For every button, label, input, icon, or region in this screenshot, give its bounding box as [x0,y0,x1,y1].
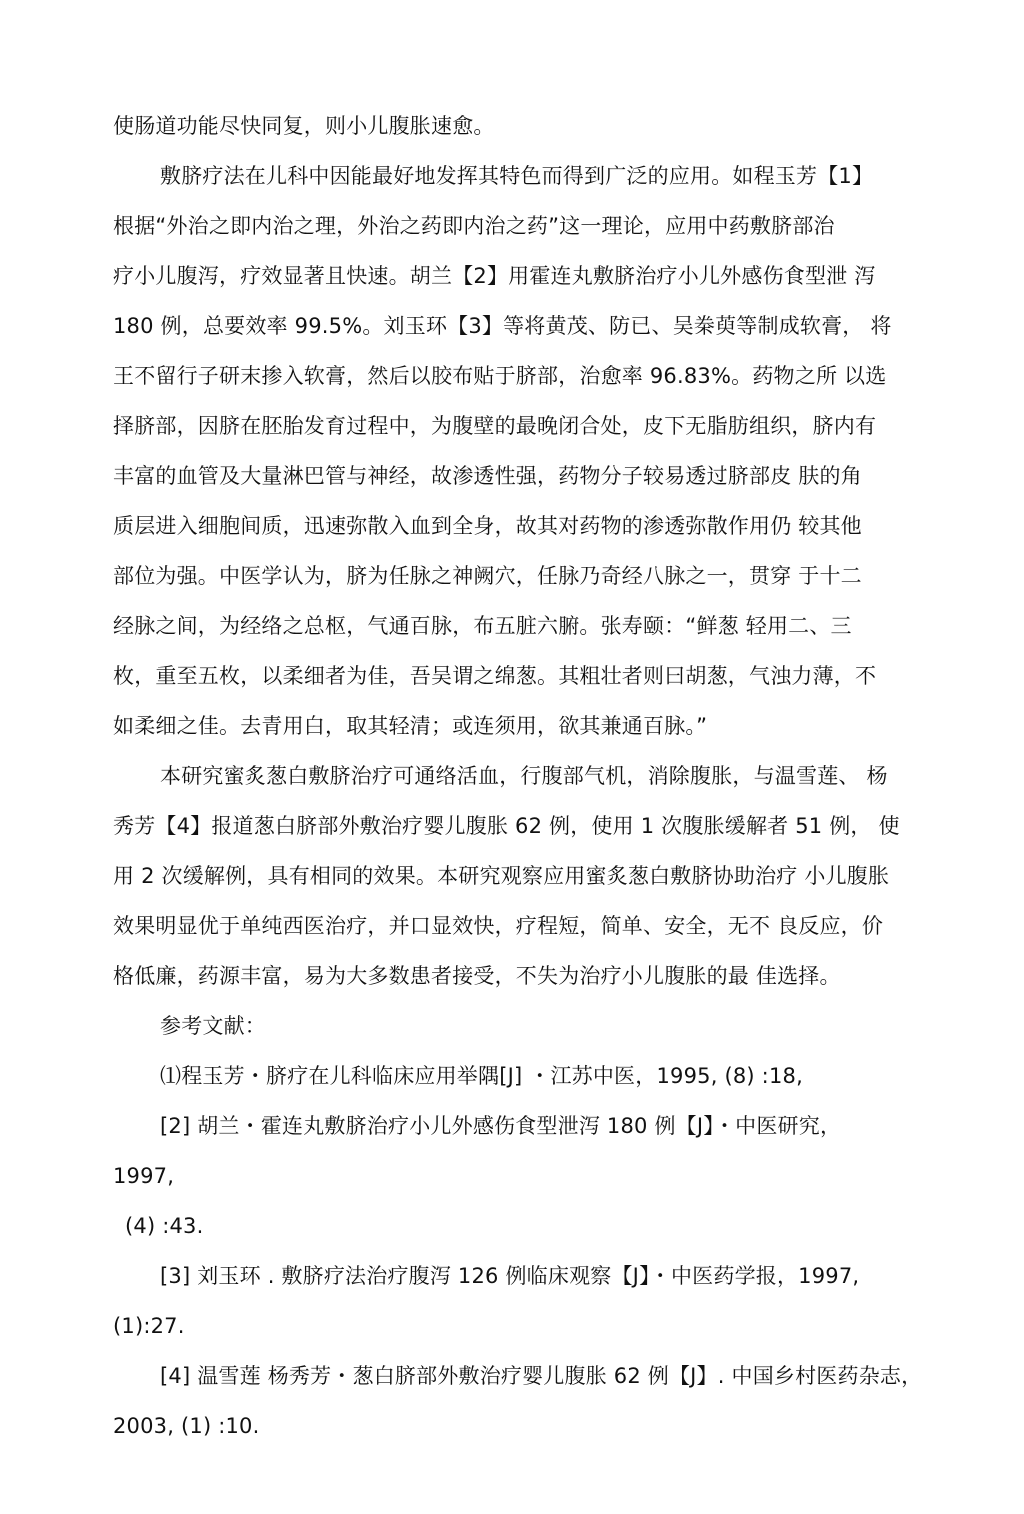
paragraph-line: 王不留行子研末掺入软膏，然后以胶布贴于脐部，治愈率 96.83%。药物之所 以选 [113,364,887,388]
reference-item: [4] 温雪莲 杨秀芳・葱白脐部外敷治疗婴儿腹胀 62 例【J】. 中国乡村医药杂志， [160,1364,923,1388]
reference-continuation: 2003, (1) :10. [113,1414,260,1438]
paragraph-line: 效果明显优于单纯西医治疗，并口显效快，疗程短，简单、安全，无不 良反应，价 [113,914,884,938]
paragraph-line: 经脉之间，为经络之总枢，气通百脉，布五脏六腑。张寿颐：“鲜葱 轻用二、三 [113,614,852,638]
paragraph-line: 格低廉，药源丰富，易为大多数患者接受，不失为治疗小儿腹胀的最 佳选择。 [113,964,841,988]
paragraph-line: 部位为强。中医学认为，脐为任脉之神阙穴，任脉乃奇经八脉之一，贯穿 于十二 [113,564,862,588]
paragraph-line: 秀芳【4】报道葱白脐部外敷治疗婴儿腹胀 62 例，使用 1 次腹胀缓解者 51 例， 使 [113,814,900,838]
references-heading: 参考文献： [160,1014,266,1038]
paragraph-line: 择脐部，因脐在胚胎发育过程中，为腹壁的最晚闭合处，皮下无脂肪组织，脐内有 [113,414,877,438]
paragraph-line: 本研究蜜炙葱白敷脐治疗可通络活血，行腹部气机，消除腹胀，与温雪莲、 杨 [160,764,888,788]
reference-continuation: 1997, [113,1164,175,1188]
reference-item: [3] 刘玉环 . 敷脐疗法治疗腹泻 126 例临床观察【J】・中医药学报，1997, [160,1264,860,1288]
reference-item: ⑴程玉芳・脐疗在儿科临床应用举隅[J] ・江苏中医，1995, (8) :18, [160,1064,803,1088]
paragraph-line: 用 2 次缓解例，具有相同的效果。本研究观察应用蜜炙葱白敷脐协助治疗 小儿腹胀 [113,864,890,888]
reference-continuation: (1):27. [113,1314,185,1338]
paragraph-line: 根据“外治之即内治之理，外治之药即内治之药”这一理论，应用中药敷脐部治 [113,214,835,238]
paragraph-line: 敷脐疗法在儿科中因能最好地发挥其特色而得到广泛的应用。如程玉芳【1】 [160,164,874,188]
paragraph-line: 如柔细之佳。去青用白，取其轻清；或连须用，欲其兼通百脉。” [113,714,708,738]
paragraph-line: 质层进入细胞间质，迅速弥散入血到全身，故其对药物的渗透弥散作用仍 较其他 [113,514,862,538]
paragraph-line: 使肠道功能尽快同复，则小儿腹胀速愈。 [113,114,495,138]
paragraph-line: 疗小儿腹泻，疗效显著且快速。胡兰【2】用霍连丸敷脐治疗小儿外感伤食型泄 泻 [113,264,876,288]
paragraph-line: 枚，重至五枚，以柔细者为佳，吾吴谓之绵葱。其粗壮者则曰胡葱，气浊力薄，不 [113,664,877,688]
paragraph-line: 180 例，总要效率 99.5%。刘玉环【3】等将黄茂、防已、吴桊萸等制成软膏， 将 [113,314,892,338]
reference-continuation: (4) :43. [125,1214,204,1238]
paragraph-line: 丰富的血管及大量淋巴管与神经，故渗透性强，药物分子较易透过脐部皮 肤的角 [113,464,862,488]
reference-item: [2] 胡兰・霍连丸敷脐治疗小儿外感伤食型泄泻 180 例【J】・中医研究， [160,1114,842,1138]
